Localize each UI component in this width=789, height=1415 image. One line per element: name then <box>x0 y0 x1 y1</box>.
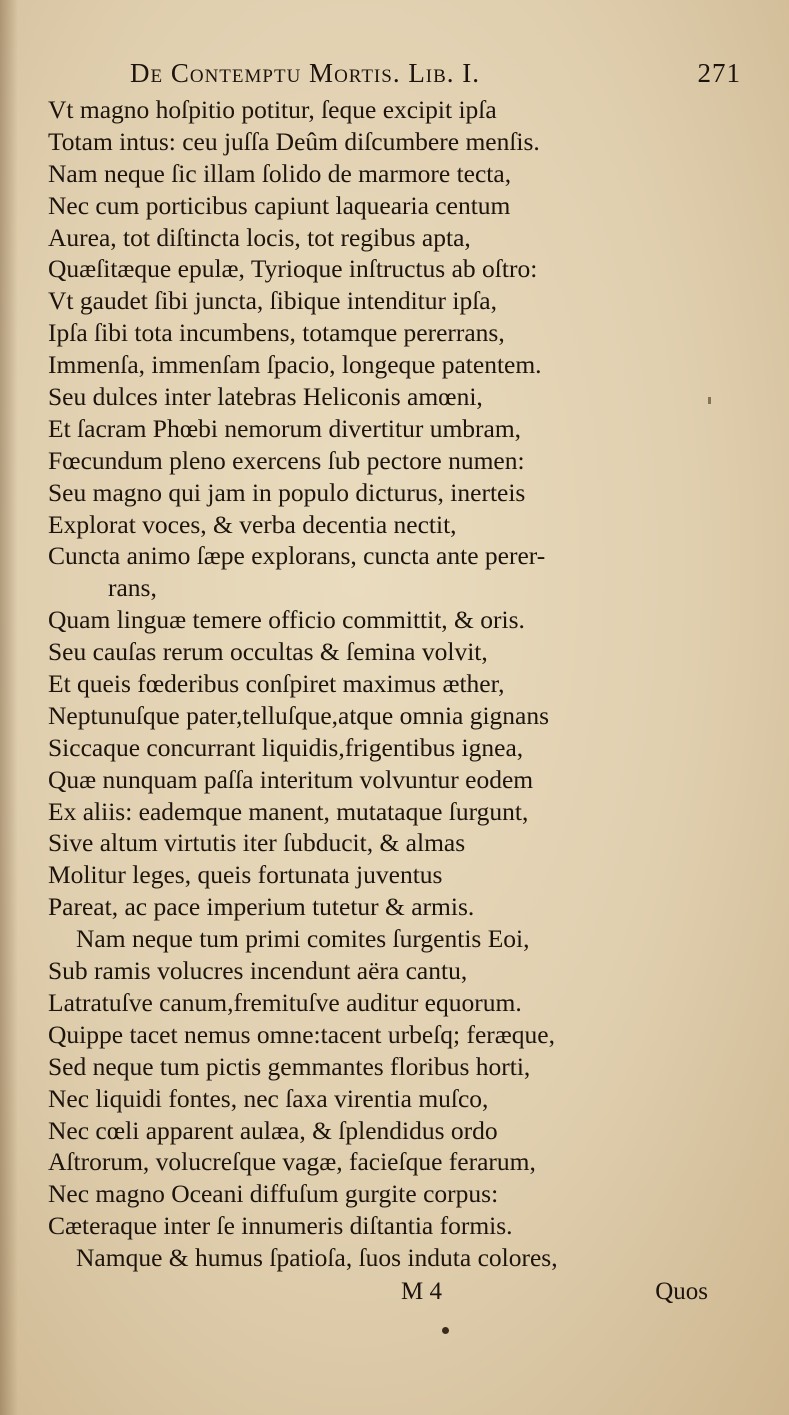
verse-line: Totam intus: ceu juſſa Deûm diſcumbere menſis. <box>48 126 540 156</box>
catchword: Quos <box>655 1278 708 1305</box>
verse-line: Siccaque concurrant liquidis,frigentibus ignea, <box>48 732 524 762</box>
page-header <box>130 58 741 92</box>
verse-line: Pareat, ac pace imperium tutetur & armis. <box>48 892 475 922</box>
verse-line: Immenſa, immenſam ſpacio, longeque patentem. <box>48 350 542 380</box>
verse-line: Molitur leges, queis fortunata juventus <box>48 860 443 890</box>
page-number: 271 <box>697 58 741 88</box>
verse-line: Seu dulces inter latebras Heliconis amœni, <box>48 382 483 412</box>
verse-line: Quæ nunquam paſſa interitum volvuntur eodem <box>48 764 534 794</box>
verse-line: Et ſacram Phœbi nemorum divertitur umbram, <box>48 413 522 443</box>
verse-line: Sed neque tum pictis gemmantes floribus horti, <box>48 1051 531 1081</box>
verse-line: Nam neque ſic illam ſolido de marmore tecta, <box>48 158 512 188</box>
verse-line: Vt magno hoſpitio potitur, ſeque excipit ipſa <box>48 95 497 124</box>
verse-line: Quippe tacet nemus omne:tacent urbeſq; feræque, <box>48 1019 555 1049</box>
verse-line: Latratuſve canum,fremituſve auditur equorum. <box>48 987 522 1017</box>
verse-line: Cæteraque inter ſe innumeris diſtantia formis. <box>48 1211 513 1241</box>
verse-line: Quæſitæque epulæ, Tyrioque inſtructus ab oſtro: <box>48 254 538 284</box>
ornament-dot <box>442 1327 449 1334</box>
verse-line: Aſtrorum, volucreſque vagæ, facieſque ferarum, <box>48 1147 536 1177</box>
page-footer <box>48 1278 708 1312</box>
verse-line: Sive altum virtutis iter ſubducit, & almas <box>48 828 466 858</box>
verse-line: Nec magno Oceani diffuſum gurgite corpus: <box>48 1179 499 1209</box>
verse-line: Seu magno qui jam in populo dicturus, inerteis <box>48 477 526 507</box>
verse-line: Nec cum porticibus capiunt laquearia centum <box>48 190 511 220</box>
verse-line: Fœcundum pleno exercens ſub pectore numen: <box>48 445 525 475</box>
verse-line: Namque & humus ſpatioſa, ſuos induta colores, <box>76 1243 558 1273</box>
verse-line: Ex aliis: eademque manent, mutataque ſurgunt, <box>48 796 529 826</box>
verse-line: Explorat voces, & verba decentia nectit, <box>48 509 457 539</box>
margin-mark <box>708 397 711 404</box>
verse-line: Nec cœli apparent aulæa, & ſplendidus ordo <box>48 1115 498 1145</box>
verse-line: Neptunuſque pater,telluſque,atque omnia gignans <box>48 700 550 730</box>
verse-line: rans, <box>108 573 157 603</box>
verse-line: Seu cauſas rerum occultas & ſemina volvit, <box>48 637 488 667</box>
verse-line: Nam neque tum primi comites ſurgentis Eoi, <box>76 924 530 954</box>
verse-line: Sub ramis volucres incendunt aëra cantu, <box>48 956 468 986</box>
running-title: De Contemptu Mortis. Lib. I. <box>130 58 481 88</box>
verse-line: Cuncta animo ſæpe explorans, cuncta ante perer- <box>48 541 546 571</box>
verse-line: Vt gaudet ſibi juncta, ſibique intenditur ipſa, <box>48 286 497 316</box>
verse-line: Aurea, tot diſtincta locis, tot regibus apta, <box>48 222 471 252</box>
verse-line: Ipſa ſibi tota incumbens, totamque pererrans, <box>48 318 505 348</box>
verse-line: Quam linguæ temere officio committit, & oris. <box>48 605 525 635</box>
signature-mark: M 4 <box>401 1278 442 1305</box>
verse-line: Nec liquidi fontes, nec ſaxa virentia muſco, <box>48 1083 489 1113</box>
verse-line: Et queis fœderibus conſpiret maximus æther, <box>48 669 505 699</box>
gutter-shadow <box>0 0 18 1415</box>
verse-text <box>48 94 738 1274</box>
